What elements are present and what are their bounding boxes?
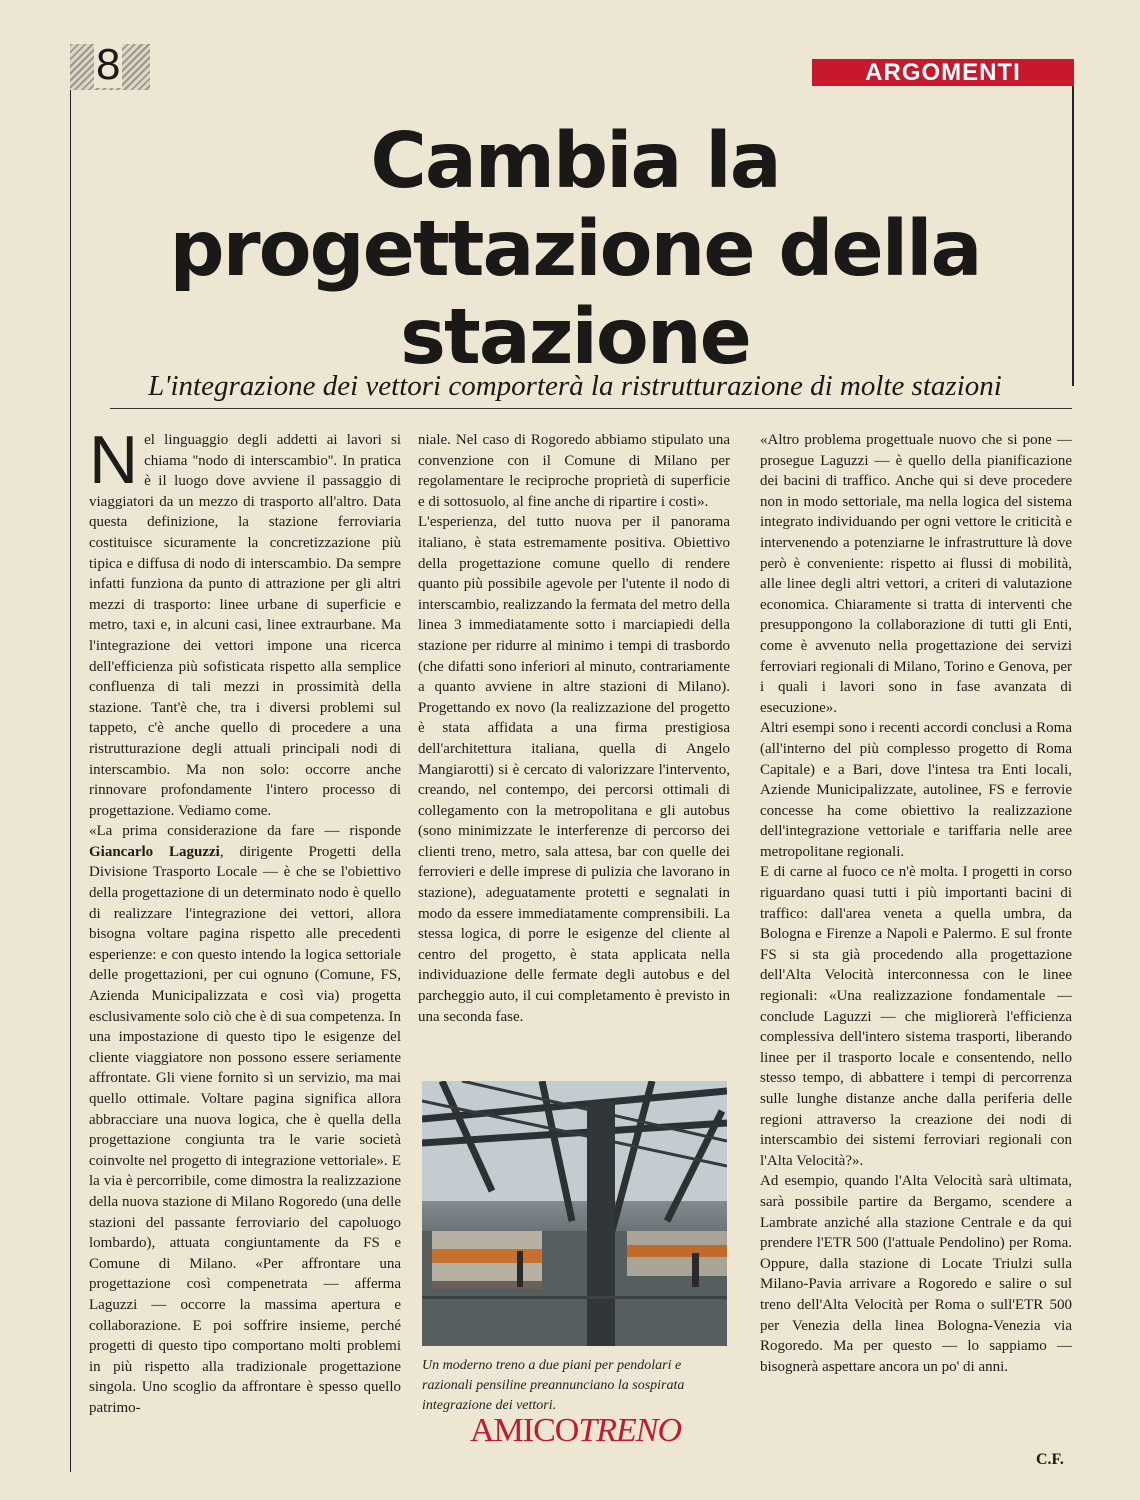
interviewee-name: Giancarlo Laguzzi bbox=[89, 843, 220, 860]
logo-amico: AMICO bbox=[470, 1412, 579, 1449]
column-2-paragraph-1: niale. Nel caso di Rogoredo abbiamo stipulato una convenzione con il Comune di Milano per regolamentare le reciproche proprietà di superficie e di sottosuolo, al fine anche di ripartire i costi». bbox=[418, 432, 730, 510]
column-1-paragraph-2: «La prima considerazione da fare — risponde Giancarlo Laguzzi, dirigente Progetti della Divisione Trasporto Locale — è che se l'obiettivo della progettazione di un determinato nodo è quello di realizzare l'integrazione dei vettori, allora bisogna voltare pagina rispetto alle precedenti esperienze: e con questo intendo la logica settoriale delle progettazioni, per cui ognuno (Comune, FS, Azienda Municipalizzata e così via) progetta esclusivamente solo ciò che è di sua competenza. In una impostazione di questo tipo le esigenze del cliente viaggiatore non possono essere seriamente affrontate. Gli viene fornito sì un servizio, ma mai quello ottimale. Voltare pagina significa allora abbracciare una nuova logica, che è quella della progettazione congiunta tra le varie società coinvolte nel progetto di integrazione vettoriale». E la via è percorribile, come dimostra la realizzazione della nuova stazione di Milano Rogoredo (una delle stazioni del passante ferroviario del capoluogo lombardo), attuata congiuntamente da FS e Comune di Milano. «Per affrontare una progettazione così compenetrata — afferma Laguzzi — occorre la massima apertura e collaborazione. E poi soffrire insieme, perché progetti di questo tipo comportano molti problemi in più rispetto alla tradizionale progettazione singola. Uno scoglio da affrontare è spesso quello patrimo- bbox=[89, 823, 401, 1416]
column-1-paragraph-1 bbox=[89, 422, 401, 821]
column-1 bbox=[89, 422, 401, 1419]
title-line-2: progettazione della bbox=[169, 205, 981, 294]
title-line-3: stazione bbox=[400, 293, 750, 382]
train-station-photo bbox=[422, 1081, 727, 1346]
column-3-paragraph-3: E di carne al fuoco ce n'è molta. I progetti in corso riguardano quasi tutti i più importanti bacini di traffico: dall'area veneta a quella umbra, da Bologna e Firenze a Napoli e Palermo. E sul fronte FS si sta già procedendo alla progettazione dell'Alta Velocità interconnessa con le linee regionali: «Una realizzazione fondamentale — conclude Laguzzi — che migliorerà l'efficienza complessiva dell'intero sistema trasporti, liberando linee per il trasporto locale e consentendo, nello stesso tempo, di abbattere i tempi di percorrenza sulle lunghe distanze anche dalla periferia delle regioni attraverso la creazione dei nodi di interscambio dei sistemi ferroviari regionali con l'Alta Velocità?». bbox=[760, 864, 1072, 1169]
magazine-logo bbox=[470, 1412, 682, 1450]
page-number: 8 bbox=[96, 40, 121, 89]
subtitle-rule bbox=[110, 408, 1072, 409]
column-3 bbox=[760, 430, 1072, 1377]
title-line-1: Cambia la bbox=[370, 117, 780, 206]
left-frame-rule bbox=[70, 90, 71, 1472]
section-label: ARGOMENTI bbox=[812, 59, 1074, 86]
logo-treno: TRENO bbox=[578, 1412, 682, 1449]
column-2 bbox=[418, 430, 730, 1027]
drop-cap: N bbox=[89, 422, 139, 498]
column-3-paragraph-4: Ad esempio, quando l'Alta Velocità sarà ultimata, sarà possibile partire da Bergamo, scendere a Lambrate anziché alla stazione Centrale e da qui prendere l'ETR 500 (l'attuale Pendolino) per Roma. Oppure, dalla stazione di Locate Triulzi sulla Milano-Pavia arrivare a Rogoredo e salire o sul treno dell'Alta Velocità per Roma o sull'ETR 500 per Venezia della linea Bologna-Venezia via Rogoredo. Ma per questo — lo sappiamo — bisognerà aspettare ancora un po' di anni. bbox=[760, 1173, 1072, 1375]
right-frame-rule bbox=[1072, 86, 1074, 386]
column-2-paragraph-2: L'esperienza, del tutto nuova per il panorama italiano, è stata estremamente positiva. Obiettivo della progettazione comune quello di rendere quanto più possibile agevole per l'utente il nodo di interscambio, realizzando la fermata del metro della linea 3 immediatamente sotto i marciapiedi della stazione per ridurre al minimo i tempi di trasbordo (che difatti sono inferiori al minuto, contrariamente a quanto avviene in altre stazioni di Milano). Progettando ex novo (la realizzazione del progetto è stata affidata a una firma prestigiosa dell'architettura italiana, quella di Angelo Mangiarotti) si è cercato di valorizzare l'intervento, creando, nel contempo, dei percorsi ottimali di collegamento con la metropolitana e gli autobus (sono minimizzate le interferenze di percorso dei clienti treno, metro, sala attesa, bar con quelle dei ferrovieri e delle imprese di pulizia che lavorano in stazione), adeguatamente protetti e segnalati in modo da essere immediatamente comprensibili. La stessa logica, di porre le esigenze del cliente al centro del progetto, è stata applicata nella individuazione delle fermate degli autobus e del parcheggio auto, il cui completamento è previsto in una seconda fase. bbox=[418, 514, 730, 1025]
article-title bbox=[80, 118, 1070, 382]
author-signature: C.F. bbox=[1036, 1451, 1064, 1468]
column-1-text: el linguaggio degli addetti ai lavori si chiama ''nodo di interscambio''. In pratica è il luogo dove avviene il passaggio di viaggiatori da un mezzo di trasporto all'altro. Data questa definizione, la stazione ferroviaria costituisce sicuramente la concretizzazione più tipica e diffusa di nodo di interscambio. Da sempre infatti funziona da punto di attrazione per gli altri mezzi di trasporto: linee urbane di superficie e metro, taxi e, in alcuni casi, linee extraurbane. Ma l'integrazione dei vettori impone una ricerca dell'efficienza più sofisticata rispetto alla semplice confluenza di tali mezzi in prossimità della stazione. Tant'è che, tra i diversi problemi sul tappeto, c'è anche quello di procedere a una ristrutturazione degli attuali principali nodi di interscambio. Ma non solo: occorre anche rinnovare profondamente l'intero processo di progettazione. Vediamo come. bbox=[89, 432, 401, 819]
column-3-paragraph-1: «Altro problema progettuale nuovo che si pone — prosegue Laguzzi — è quello della pianificazione dei bacini di traffico. Anche qui si deve procedere non in modo settoriale, ma nella logica del sistema integrato individuando per ogni vettore le criticità e intervenendo a potenziarne le infrastrutture là dove però è conveniente: rispetto ai flussi di mobilità, alle linee degli altri vettori, a criteri di valutazione economica. Chiaramente si tratta di interventi che presuppongono la collaborazione di tutti gli Enti, come è avvenuto nella progettazione dei servizi ferroviari regionali di Milano, Torino e Genova, per i quali i lavori sono in fase avanzata di esecuzione». bbox=[760, 432, 1072, 716]
article-subtitle: L'integrazione dei vettori comporterà la ristrutturazione di molte stazioni bbox=[148, 370, 1002, 402]
station-canopy-illustration bbox=[422, 1081, 727, 1346]
column-3-paragraph-2: Altri esempi sono i recenti accordi conclusi a Roma (all'interno del più complesso progetto di Roma Capitale) e a Bari, dove l'intesa tra Enti locali, Aziende Municipalizzate, autolinee, FS e ferrovie concesse ha come obiettivo la realizzazione dell'integrazione vettoriale e tariffaria nelle aree metropolitane regionali. bbox=[760, 720, 1072, 860]
page-number-block bbox=[70, 40, 150, 90]
photo-caption: Un moderno treno a due piani per pendolari e razionali pensiline preannunciano la sospirata integrazione dei vettori. bbox=[422, 1358, 685, 1413]
